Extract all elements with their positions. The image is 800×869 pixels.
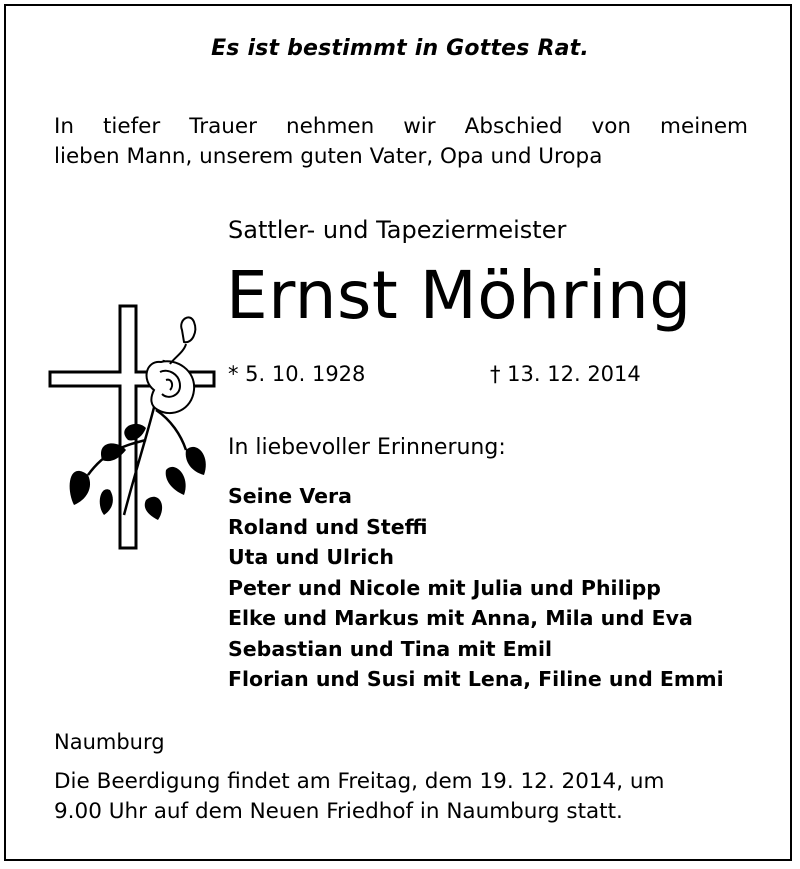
intro-text [54, 112, 748, 172]
list-item: Elke und Markus mit Anna, Mila und Eva [228, 606, 693, 630]
list-item: Peter und Nicole mit Julia und Philipp [228, 575, 661, 600]
birth-date: * 5. 10. 1928 [228, 362, 366, 386]
mourners-list [228, 481, 724, 695]
memory-heading: In liebevoller Erinnerung: [228, 435, 506, 460]
list-item: Florian und Susi mit Lena, Filine und Emmi [228, 667, 724, 691]
death-date: † 13. 12. 2014 [490, 362, 641, 386]
place: Naumburg [54, 730, 165, 754]
funeral-line-2: 9.00 Uhr auf dem Neuen Friedhof in Naumburg statt. [54, 799, 623, 824]
list-item: Uta und Ulrich [228, 545, 394, 569]
funeral-line-1: Die Beerdigung findet am Freitag, dem 19. 12. 2014, um [54, 769, 665, 794]
cross-with-rose-icon [46, 300, 216, 560]
list-item: Roland und Steffi [228, 514, 428, 539]
deceased-name: Ernst Möhring [226, 257, 692, 334]
intro-line-2: lieben Mann, unserem guten Vater, Opa und Uropa [54, 144, 603, 169]
profession: Sattler- und Tapeziermeister [228, 216, 567, 244]
intro-line-1: In tiefer Trauer nehmen wir Abschied von meinem [54, 114, 748, 139]
motto: Es ist bestimmt in Gottes Rat. [211, 36, 589, 61]
list-item: Seine Vera [228, 484, 352, 508]
list-item: Sebastian und Tina mit Emil [228, 636, 553, 661]
funeral-info [54, 767, 754, 827]
